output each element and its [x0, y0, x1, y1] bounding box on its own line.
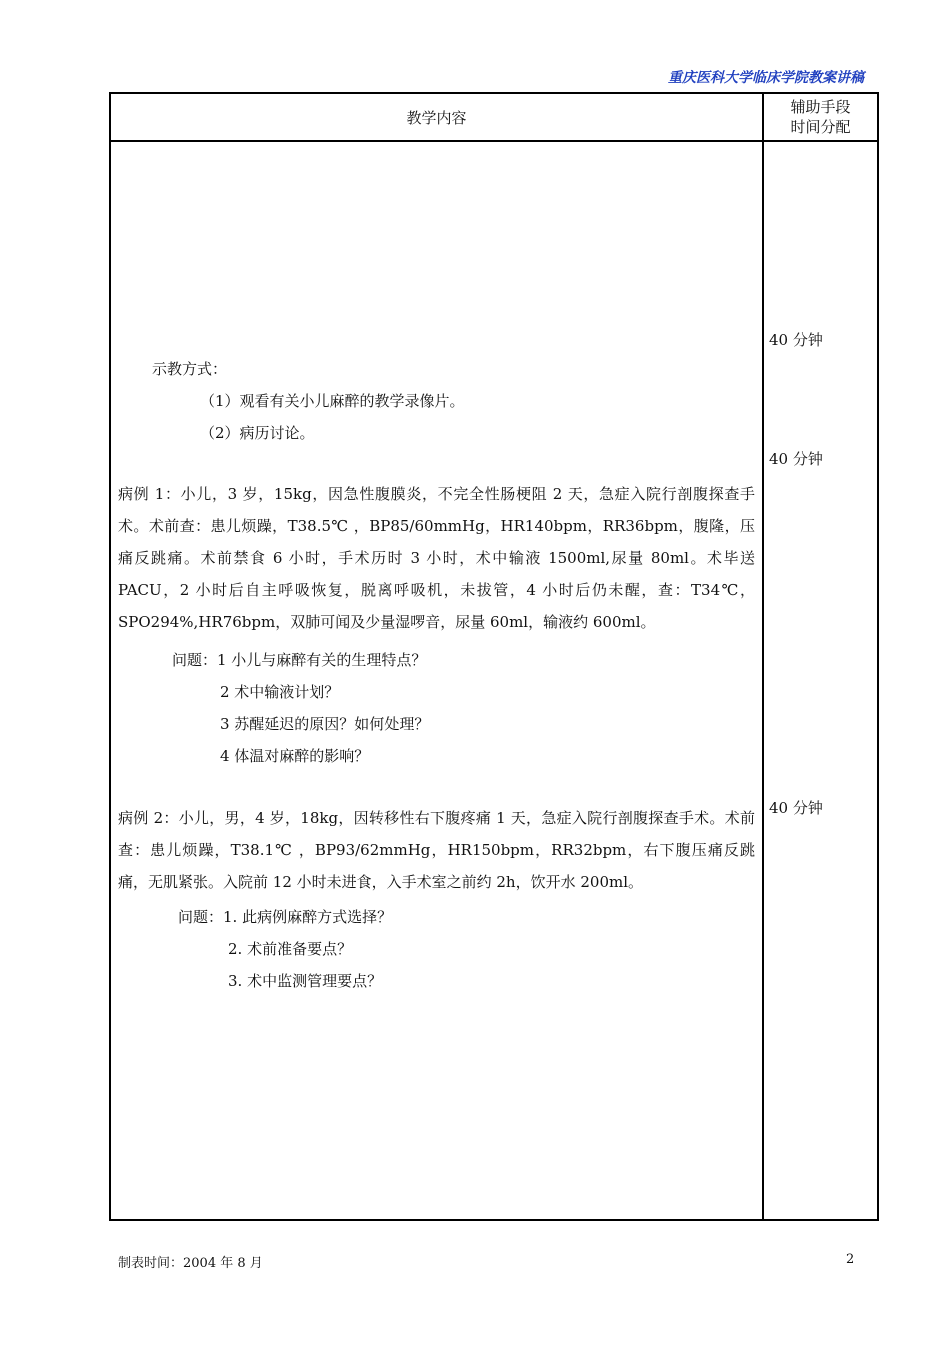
column-header-content: 教学内容	[406, 108, 467, 127]
time-allocation-3: 40 分钟	[769, 799, 823, 817]
case-2-question-3: 3. 术中监测管理要点？	[228, 972, 383, 990]
case-1-question-1: 问题：1 小儿与麻醉有关的生理特点？	[172, 651, 427, 669]
case-1-question-2: 2 术中输液计划？	[220, 683, 340, 701]
time-allocation-2: 40 分钟	[769, 450, 823, 468]
case-2-description: 病例 2：小儿，男，4 岁，18kg，因转移性右下腹疼痛 1 天，急症入院行剖腹探查手术。术前查：患儿烦躁，T38.1℃ ，BP93/62mmHg，HR150bpm，RR32bpm，右下腹压痛反跳痛，无肌紧张。入院前 12 小时未进食，入手术室之前约 2h，饮开水 200ml。	[118, 809, 755, 891]
method-item-1: （1）观看有关小儿麻醉的教学录像片。	[200, 392, 465, 410]
method-title: 示教方式：	[152, 360, 228, 378]
page-number: 2	[846, 1252, 855, 1267]
column-header-aids	[764, 94, 877, 140]
footer-date: 制表时间：2004 年 8 月	[118, 1256, 263, 1271]
case-2-question-1: 问题：1. 此病例麻醉方式选择？	[178, 908, 393, 926]
case-1-description: 病例 1：小儿，3 岁，15kg，因急性腹膜炎，不完全性肠梗阻 2 天，急症入院行剖腹探查手术。术前查：患儿烦躁，T38.5℃ ，BP85/60mmHg，HR140bpm，RR36bpm，腹隆，压痛反跳痛。术前禁食 6 小时，手术历时 3 小时，术中输液 1500ml,尿量 80ml。术毕送PACU，2 小时后自主呼吸恢复，脱离呼吸机，未拔管，4 小时后仍未醒，查：T34℃，SPO294%,HR76bpm，双肺可闻及少量湿啰音，尿量 60ml，输液约 600ml。	[118, 485, 755, 631]
aids-header-line2: 时间分配	[790, 118, 851, 136]
header-divider	[111, 140, 877, 142]
case-1-question-3: 3 苏醒延迟的原因？如何处理？	[220, 715, 430, 733]
time-allocation-1: 40 分钟	[769, 331, 823, 349]
aids-header-line1: 辅助手段	[790, 98, 851, 116]
method-item-2: （2）病历讨论。	[200, 424, 315, 442]
column-divider	[762, 94, 764, 1219]
case-1-question-4: 4 体温对麻醉的影响？	[220, 747, 370, 765]
document-header: 重庆医科大学临床学院教案讲稿	[668, 70, 864, 86]
case-2-question-2: 2. 术前准备要点？	[228, 940, 353, 958]
